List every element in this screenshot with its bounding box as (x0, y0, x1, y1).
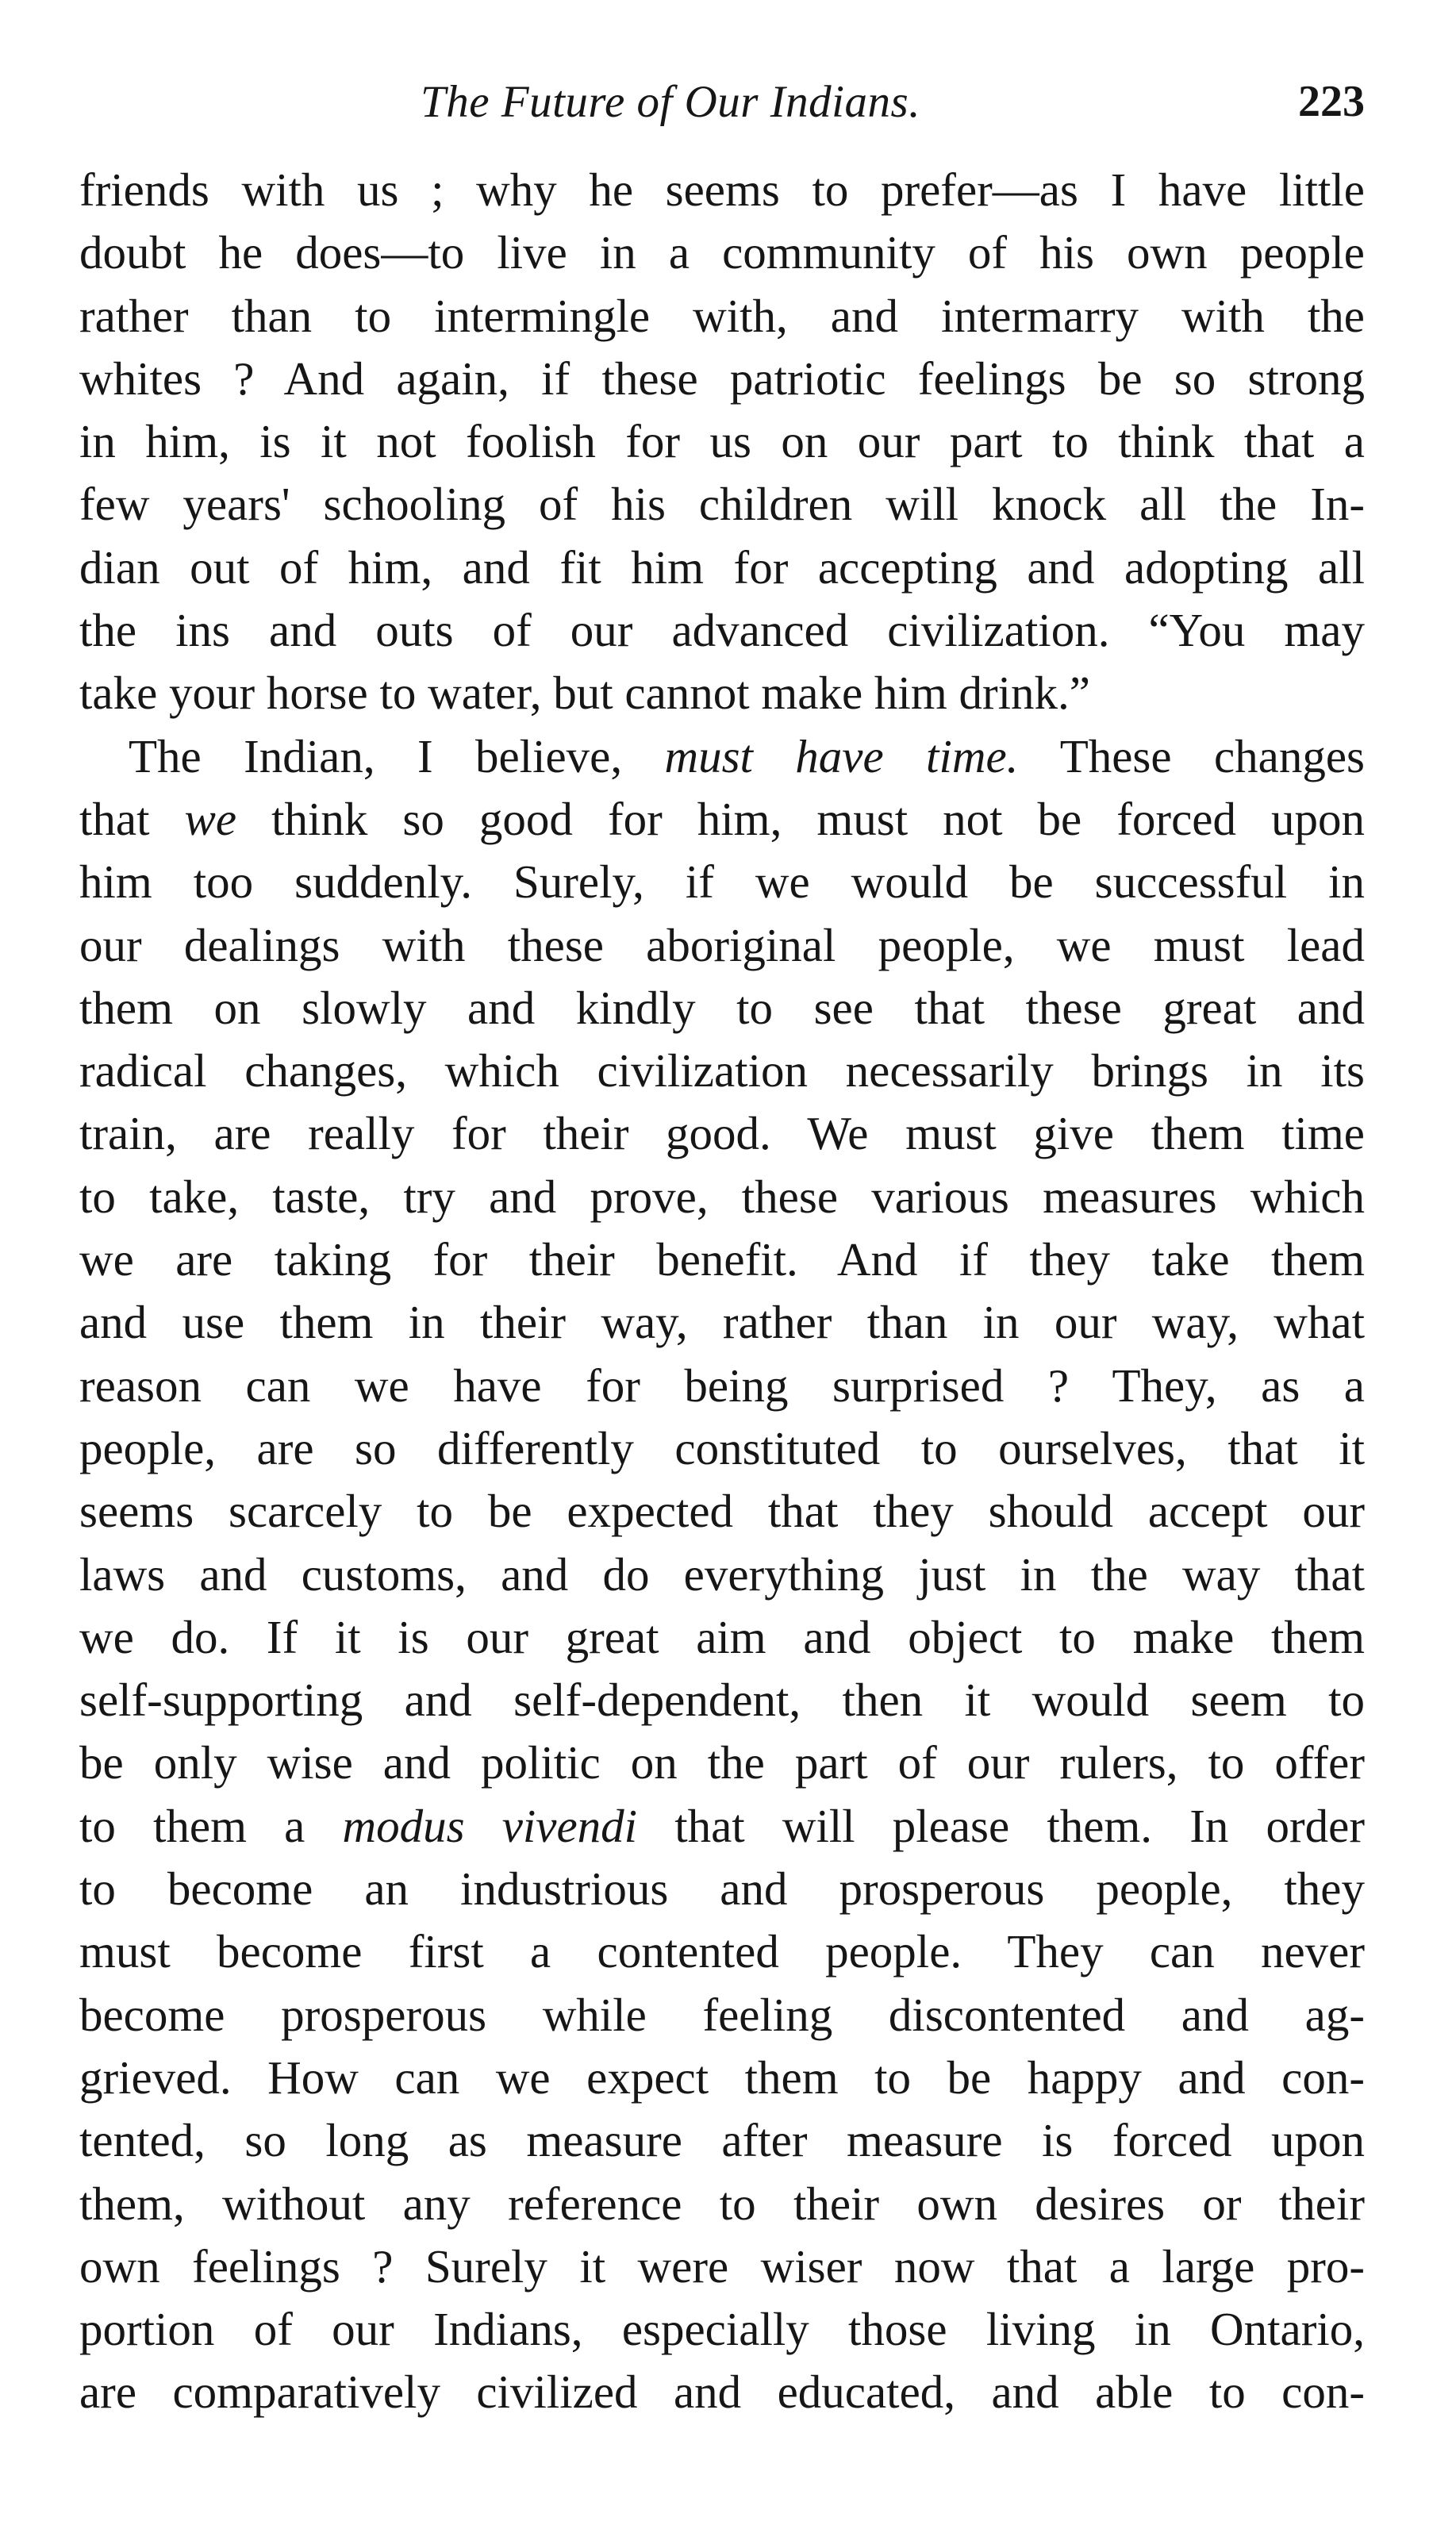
page-header (79, 76, 1365, 140)
text-line: be only wise and politic on the part of our rulers, to offer (79, 1736, 1365, 1789)
text-line: people, are so differently constituted to ourselves, that it (79, 1421, 1365, 1474)
text-line: The Indian, I believe, must have time. These changes (129, 729, 1365, 782)
text-line: own feelings ? Surely it were wiser now that a large pro- (79, 2239, 1365, 2293)
text-line: seems scarcely to be expected that they should accept our (79, 1485, 1365, 1538)
text-line: our dealings with these aboriginal people, we must lead (79, 918, 1365, 971)
text-line: whites ? And again, if these patriotic feelings be so strong (79, 352, 1365, 405)
text-line: radical changes, which civilization necessarily brings in its (79, 1044, 1365, 1097)
text-line: we do. If it is our great aim and object to make them (79, 1610, 1365, 1663)
text-line: to become an industrious and prosperous people, they (79, 1862, 1365, 1916)
italic-emphasis: we (184, 792, 237, 845)
text-line: them on slowly and kindly to see that these great and (79, 981, 1365, 1034)
text-line: reason can we have for being surprised ? They, as a (79, 1359, 1365, 1412)
body-text (79, 159, 1365, 2424)
text-line: rather than to intermingle with, and intermarry with the (79, 289, 1365, 342)
text-line: few years' schooling of his children will knock all the In- (79, 478, 1365, 531)
italic-emphasis: modus vivendi (342, 1799, 638, 1852)
text-line: take your horse to water, but cannot make him drink.” (79, 667, 1090, 720)
text-line: to them a modus vivendi that will please them. In order (79, 1799, 1365, 1852)
text-line: laws and customs, and do everything just in the way that (79, 1547, 1365, 1601)
text-line: are comparatively civilized and educated, and able to con- (79, 2366, 1365, 2419)
text-line: to take, taste, try and prove, these various measures which (79, 1170, 1365, 1223)
text-line: tented, so long as measure after measure is forced upon (79, 2114, 1365, 2167)
text-line: dian out of him, and fit him for accepting and adopting all (79, 540, 1365, 594)
text-line: portion of our Indians, especially those living in Ontario, (79, 2303, 1365, 2356)
text-line: grieved. How can we expect them to be happy and con- (79, 2050, 1365, 2104)
text-line: him too suddenly. Surely, if we would be successful in (79, 855, 1365, 909)
text-line: in him, is it not foolish for us on our part to think that a (79, 415, 1365, 468)
text-line: we are taking for their benefit. And if they take them (79, 1233, 1365, 1286)
text-line: must become first a contented people. They can never (79, 1925, 1365, 1978)
text-line: friends with us ; why he seems to prefer—as I have little (79, 163, 1365, 216)
page-number: 223 (1298, 77, 1365, 126)
text-line: them, without any reference to their own desires or their (79, 2177, 1365, 2230)
text-line: become prosperous while feeling discontented and ag- (79, 1988, 1365, 2041)
text-line: that we think so good for him, must not be forced upon (79, 792, 1365, 845)
italic-emphasis: must have time. (664, 729, 1019, 782)
text-line: the ins and outs of our advanced civilization. “You may (79, 604, 1365, 657)
text-line: self-supporting and self-dependent, then it would seem to (79, 1674, 1365, 1727)
text-line: doubt he does—to live in a community of his own people (79, 226, 1365, 279)
text-line: and use them in their way, rather than in our way, what (79, 1296, 1365, 1349)
running-title: The Future of Our Indians. (421, 77, 920, 127)
text-line: train, are really for their good. We must give them time (79, 1107, 1365, 1160)
